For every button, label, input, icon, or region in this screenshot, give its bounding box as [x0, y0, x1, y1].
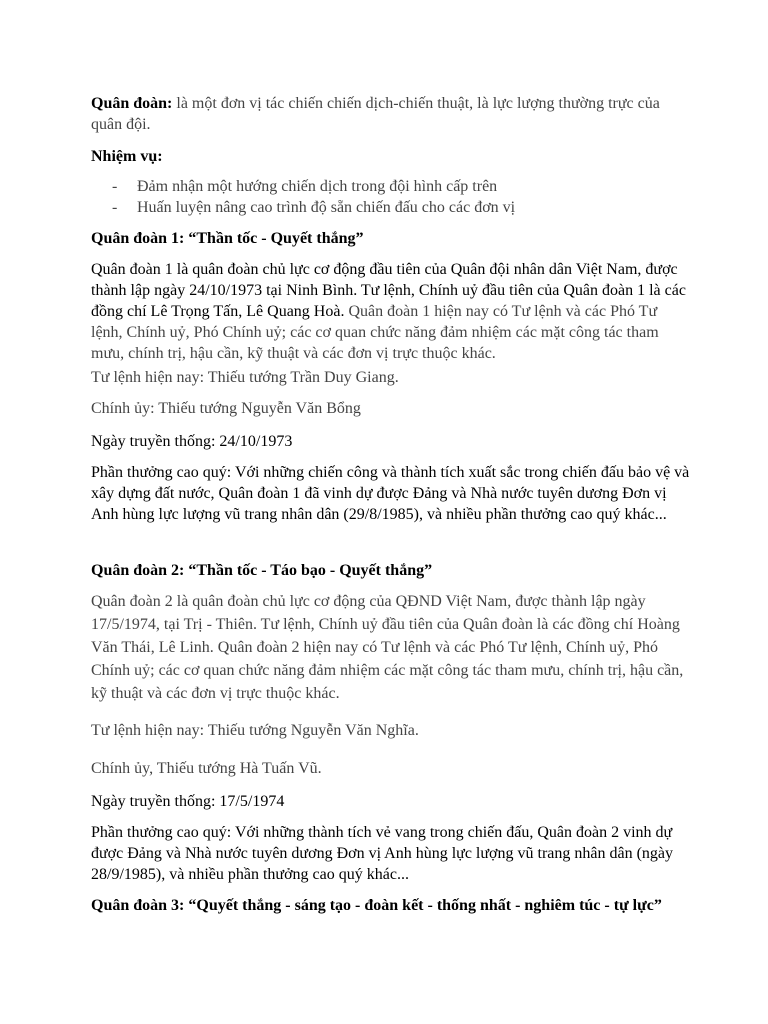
corps3-title: Quân đoàn 3: “Quyết thắng - sáng tạo - đoàn kết - thống nhất - nghiêm túc - tự lực”: [91, 897, 662, 914]
corps1-commissar: Chính ủy: Thiếu tướng Nguyễn Văn Bổng: [91, 400, 361, 417]
corps2-awards: Phần thưởng cao quý: Với những thành tích vẻ vang trong chiến đấu, Quân đoàn 2 vinh dự được Đảng và Nhà nước tuyên dương Đơn vị Anh hùng lực lượng vũ trang nhân dân (ngày 28/9/1985), và nhiều phần thưởng cao quý khác...: [91, 824, 673, 883]
definition-text: là một đơn vị tác chiến chiến dịch-chiến thuật, là lực lượng thường trực của quân đội.: [91, 95, 660, 133]
corps2-intro: Quân đoàn 2 là quân đoàn chủ lực cơ động của QĐND Việt Nam, được thành lập ngày 17/5/1974, tại Trị - Thiên. Tư lệnh, Chính uỷ đầu tiên của Quân đoàn là các đồng chí Hoàng Văn Thái, Lê Linh. Quân đoàn 2 hiện nay có Tư lệnh và các Phó Tư lệnh, Chính uỷ, Phó Chính uỷ; các cơ quan chức năng đảm nhiệm các mặt công tác tham mưu, chính trị, hậu cần, kỹ thuật và các đơn vị trực thuộc khác.: [91, 593, 684, 702]
tasks-list: [112, 176, 672, 218]
corps1-title: Quân đoàn 1: “Thần tốc - Quyết thắng”: [91, 230, 364, 247]
corps2-commander: Tư lệnh hiện nay: Thiếu tướng Nguyễn Văn Nghĩa.: [91, 722, 419, 739]
list-item: - Huấn luyện nâng cao trình độ sẵn chiến đấu cho các đơn vị: [112, 197, 672, 218]
list-item: - Đảm nhận một hướng chiến dịch trong đội hình cấp trên: [112, 176, 672, 197]
corps1-intro: [91, 259, 691, 364]
corps1-intro-extra: Quân đoàn 1 hiện nay có Tư lệnh và các Phó Tư lệnh, Chính uỷ, Phó Chính uỷ; các cơ quan chức năng đảm nhiệm các mặt công tác tham mưu, chính trị, hậu cần, kỹ thuật và các đơn vị trực thuộc khác.: [91, 303, 659, 362]
corps2-tradition-day: Ngày truyền thống: 17/5/1974: [91, 793, 285, 810]
corps1-awards: Phần thưởng cao quý: Với những chiến công và thành tích xuất sắc trong chiến đấu bảo vệ và xây dựng đất nước, Quân đoàn 1 đã vinh dự được Đảng và Nhà nước tuyên dương Đơn vị Anh hùng lực lượng vũ trang nhân dân (29/8/1985), và nhiều phần thưởng cao quý khác...: [91, 464, 690, 523]
corps2-commissar: Chính ủy, Thiếu tướng Hà Tuấn Vũ.: [91, 760, 322, 777]
corps1-intro-main: Quân đoàn 1 là quân đoàn chủ lực cơ động đầu tiên của Quân đội nhân dân Việt Nam, được thành lập ngày 24/10/1973 tại Ninh Bình. Tư lệnh, Chính uỷ đầu tiên của Quân đoàn 1 là các đồng chí Lê Trọng Tấn, Lê Quang Hoà.: [91, 261, 686, 320]
corps1-commander: Tư lệnh hiện nay: Thiếu tướng Trần Duy Giang.: [91, 369, 399, 386]
corps1-tradition-day: Ngày truyền thống: 24/10/1973: [91, 433, 293, 450]
definition-paragraph: [91, 93, 691, 135]
tasks-heading: Nhiệm vụ:: [91, 148, 163, 165]
corps2-title: Quân đoàn 2: “Thần tốc - Táo bạo - Quyết thắng”: [91, 562, 433, 579]
definition-term: Quân đoàn:: [91, 95, 173, 112]
